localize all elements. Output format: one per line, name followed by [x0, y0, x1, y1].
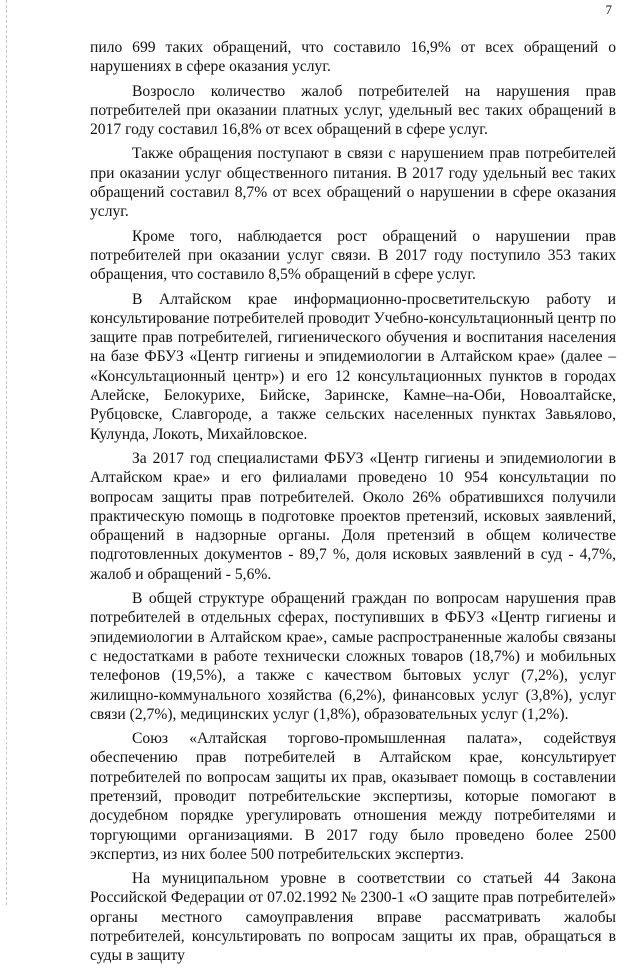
paragraph-chamber-of-commerce: Союз «Алтайская торгово-промышленная палата», содействуя обеспечению прав потребителей в Алтайском крае, консультирует потребителей по вопросам защиты их прав, оказывает помощь в составлении претензий, проводит потребительские экспертизы, которые помогают в досудебном порядке урегулировать отношения между потребителями и торгующими организациями. В 2017 году было проведено более 2500 экспертиз, из них более 500 потребительских экспертиз. [90, 730, 616, 863]
document-body [90, 38, 616, 971]
paragraph-communication-services: Кроме того, наблюдается рост обращений о нарушении прав потребителей при оказании услуг связи. В 2017 году поступило 353 таких обращения, что составило 8,5% обращений в сфере услуг. [90, 227, 616, 284]
page-number: 7 [605, 2, 612, 17]
paragraph-municipal-level: На муниципальном уровне в соответствии со статьей 44 Закона Российской Федерации от 07.02.1992 № 2300-1 «О защите прав потребителей» органы местного самоуправления вправе рассматривать жалобы потребителей, консультировать по вопросам защиты их прав, обращаться в суды в защиту [90, 870, 616, 965]
paragraph-consultation-center: В Алтайском крае информационно-просветительскую работу и консультирование потребителей проводит Учебно-консультационный центр по защите прав потребителей, гигиенического обучения и воспитания населения на базе ФБУЗ «Центр гигиены и эпидемиологии в Алтайском крае» (далее – «Консультационный центр») и его 12 консультационных пунктов в городах Алейске, Белокурихе, Бийске, Заринске, Камне–на-Оби, Новоалтайске, Рубцовске, Славгороде, а также сельских населенных пунктах Завьялово, Кулунда, Локоть, Михайловское. [90, 290, 616, 443]
scan-edge-line [6, 0, 7, 905]
paragraph-catering: Также обращения поступают в связи с нарушением прав потребителей при оказании услуг общественного питания. В 2017 году удельный вес таких обращений составил 8,7% от всех обращений о нарушении в сфере оказания услуг. [90, 145, 616, 221]
paragraph-continued: пило 699 таких обращений, что составило 16,9% от всех обращений о нарушениях в сфере оказания услуг. [90, 39, 616, 76]
paragraph-paid-services: Возросло количество жалоб потребителей на нарушения прав потребителей при оказании платных услуг, удельный вес таких обращений в 2017 году составил 16,8% от всех обращений в сфере услуг. [90, 82, 616, 139]
paragraph-complaint-structure: В общей структуре обращений граждан по вопросам нарушения прав потребителей в отдельных сферах, поступивших в ФБУЗ «Центр гигиены и эпидемиологии в Алтайском крае», самые распространенные жалобы связаны с недостатками в работе технически сложных товаров (18,7%) и мобильных телефонов (19,5%), а также с качеством бытовых услуг (7,2%), услуг жилищно-коммунального хозяйства (6,2%), финансовых услуг (3,8%), услуг связи (2,7%), медицинских услуг (1,8%), образовательных услуг (1,2%). [90, 590, 616, 723]
paragraph-consultations-2017: За 2017 год специалистами ФБУЗ «Центр гигиены и эпидемиологии в Алтайском крае» и его филиалами проведено 10 954 консультации по вопросам защиты прав потребителей. Около 26% обратившихся получили практическую помощь в подготовке проектов претензий, исковых заявлений, обращений в надзорные органы. Доля претензий в общем количестве подготовленных документов - 89,7 %, доля исковых заявлений в суд - 4,7%, жалоб и обращений - 5,6%. [90, 449, 616, 583]
